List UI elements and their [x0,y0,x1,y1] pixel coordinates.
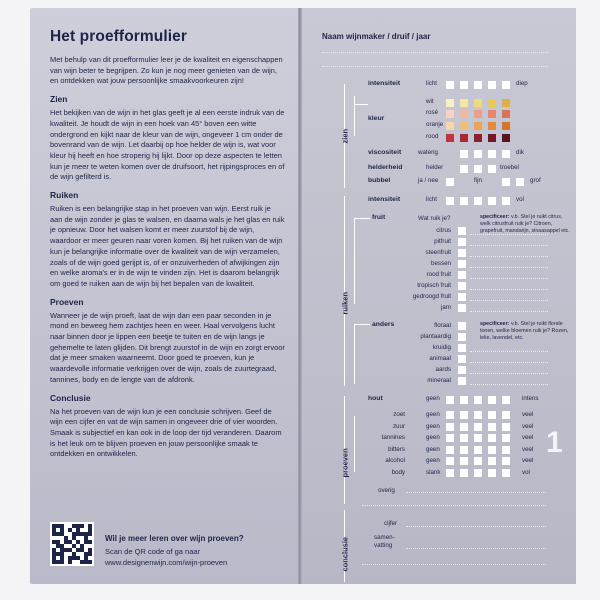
taste-checkbox[interactable] [460,423,468,431]
cijfer-line[interactable] [406,526,546,527]
helderheid-high: troebel [500,164,519,171]
intensity-checkbox[interactable] [488,81,496,89]
fruit-item-line[interactable] [470,256,548,257]
kleur-swatch[interactable] [488,134,496,142]
kleur-swatch[interactable] [488,110,496,118]
taste-row-low: geen [426,445,440,453]
fruit-specify-title: specificeer: [480,214,510,220]
fruit-item-checkbox[interactable] [458,249,466,257]
anders-item-checkbox[interactable] [458,344,466,352]
anders-item-checkbox[interactable] [458,333,466,341]
section-label-proeven: proeven [340,448,350,478]
section-heading-zien: Zien [50,94,68,105]
anders-specify-note [480,321,572,342]
fruit-specify-note [480,214,572,235]
taste-checkbox[interactable] [502,423,510,431]
taste-row-label: tannines [381,434,405,441]
nose-intensity-checkbox[interactable] [446,197,454,205]
kleur-swatch[interactable] [502,99,510,107]
taste-row-label: bitters [388,445,405,453]
anders-item-line[interactable] [470,373,548,374]
nose-intensity-checkbox[interactable] [502,197,510,205]
wine-name-label: Naam wijnmaker / druif / jaar [322,32,431,41]
fruit-item-label: steenfruit [425,249,451,256]
fruit-item-checkbox[interactable] [458,227,466,235]
fruit-item-line[interactable] [470,300,548,301]
kleur-row-label: rood [426,133,439,140]
anders-item-label: aards [435,366,451,373]
fruit-item-line[interactable] [470,289,548,290]
taste-checkbox[interactable] [488,411,496,419]
anders-item-label: floraal [434,322,451,329]
taste-checkbox[interactable] [474,434,482,442]
fruit-connector [354,218,370,219]
taste-row-low: geen [426,422,440,430]
fruit-question: Wat ruik je? [418,215,451,222]
intensity-checkbox[interactable] [446,81,454,89]
fruit-item-line[interactable] [470,234,548,235]
section-label-ruiken: ruiken [340,291,350,315]
taste-row-low: slank [426,468,441,476]
bubbel-label: bubbel [368,177,391,184]
fruit-item-checkbox[interactable] [458,260,466,268]
section-text-conclusie: Na het proeven van de wijn kun je een conclusie schrijven. Geef de wijn een cijfer en vat de wijn samen in ongeveer drie of vier woorden. Smaak is subjectief en kan ook in de loop der tijd veranderen. Daarom is het leuk om te blijven proeven en jouw persoonlijke smaak te ontdekken en ontwikkelen. [50,406,282,459]
samenvatting-label-2: vatting [374,542,393,549]
qr-instruction: Scan de QR code of ga naar [105,547,201,556]
kleur-swatch[interactable] [446,122,454,130]
kleur-row-label: rosé [426,109,439,116]
anders-specify-title: specificeer: [480,321,510,327]
taste-checkbox[interactable] [446,446,454,454]
anders-connector [354,324,370,325]
viscosity-checkbox[interactable] [474,150,482,158]
taste-row-high: vol [522,468,530,476]
overig-line[interactable] [362,505,546,506]
section-label-zien: zien [340,128,350,144]
taste-checkbox[interactable] [488,469,496,477]
intensity-checkbox[interactable] [460,81,468,89]
taste-row-high: veel [522,457,534,464]
overig-label: overig [378,487,395,494]
kleur-swatch[interactable] [474,99,482,107]
fruit-item-line[interactable] [470,311,548,312]
nose-intensity-checkbox[interactable] [460,197,468,205]
intensity-checkbox[interactable] [474,81,482,89]
fruit-item-checkbox[interactable] [458,271,466,279]
viscosity-checkbox[interactable] [488,150,496,158]
kleur-swatch[interactable] [460,99,468,107]
kleur-swatch[interactable] [446,99,454,107]
section-heading-conclusie: Conclusie [50,392,91,403]
anders-connector [354,324,355,384]
proeven-connector [354,416,355,472]
anders-item-line[interactable] [470,384,548,385]
taste-checkbox[interactable] [474,423,482,431]
section-label-conclusie: conclusie [340,536,350,572]
bubbel-low: ja / nee [418,177,439,184]
taste-checkbox[interactable] [460,469,468,477]
fruit-item-label: citrus [436,227,451,234]
taste-checkbox[interactable] [474,446,482,454]
kleur-swatch[interactable] [446,110,454,118]
kleur-swatch[interactable] [488,99,496,107]
bubble-size-checkbox[interactable] [516,178,524,186]
kleur-connector [354,96,355,136]
ruiken-intensiteit-label: intensiteit [368,196,401,203]
anders-item-label: kruidig [432,344,451,351]
taste-row-low: geen [426,411,440,418]
anders-item-label: mineraal [427,377,451,384]
hout-label: hout [368,395,383,402]
tasting-form-page [302,8,576,584]
fruit-item-label: tropisch fruit [417,282,451,289]
hout-low: geen [426,395,440,402]
taste-row-label: zoet [393,411,405,418]
oak-checkbox[interactable] [474,396,482,404]
kleur-swatch[interactable] [446,134,454,142]
taste-checkbox[interactable] [502,434,510,442]
taste-checkbox[interactable] [460,411,468,419]
fruit-specify-text: v.b. Stel je ruikt citrus, welk citrusfruit ruik je? Citroen, grapefruit, mandarijn, sinaasappel etc. [480,214,570,234]
taste-checkbox[interactable] [474,457,482,465]
taste-row-label: zuur [392,422,405,430]
taste-checkbox[interactable] [502,469,510,477]
taste-checkbox[interactable] [446,434,454,442]
wine-name-line[interactable] [322,66,548,67]
taste-checkbox[interactable] [488,434,496,442]
oak-checkbox[interactable] [446,396,454,404]
bubbel-high: grof [530,177,541,184]
section-heading-ruiken: Ruiken [50,190,79,201]
section-text-proeven: Wanneer je de wijn proeft, laat de wijn dan een paar seconden in je mond en beweeg hem zachtjes heen en weer. Haal vervolgens lucht naar binnen door je lippen een beetje te tuiten en de wijn langs je gehemelte te laten glijden. Dit brengt zuurstof in de wijn en zorgt ervoor dat je meer smaken waarneemt. Door goed te proeven, kun je waardevolle informatie verkrijgen over de wijn, zoals de zuurtegraad, tannines, body en de lengte van de afdronk. [50,310,285,384]
page-title: Het proefformulier [50,28,188,45]
taste-checkbox[interactable] [488,423,496,431]
nose-intensity-checkbox[interactable] [474,197,482,205]
kleur-swatch[interactable] [474,122,482,130]
kleur-swatch[interactable] [488,122,496,130]
taste-row-low: geen [426,434,440,441]
bubbel-mid: fijn [474,177,482,184]
qr-link[interactable]: www.designenwijn.com/wijn-proeven [105,558,228,567]
oak-checkbox[interactable] [502,396,510,404]
fruit-item-label: jam [441,304,451,311]
samenvatting-line[interactable] [362,564,546,565]
page-number: 1 [546,426,563,459]
taste-checkbox[interactable] [502,446,510,454]
zien-intensiteit-label: intensiteit [368,80,401,87]
taste-checkbox[interactable] [460,434,468,442]
anders-item-checkbox[interactable] [458,355,466,363]
clarity-checkbox[interactable] [474,165,482,173]
taste-checkbox[interactable] [502,457,510,465]
kleur-swatch[interactable] [502,122,510,130]
overig-line[interactable] [406,492,546,493]
viscosity-checkbox[interactable] [502,150,510,158]
taste-row-low: geen [426,457,440,464]
qr-module [88,560,92,564]
anders-item-checkbox[interactable] [458,377,466,385]
section-heading-proeven: Proeven [50,296,84,307]
section-text-zien: Het bekijken van de wijn in het glas geeft je al een eerste indruk van de kwaliteit. Je houdt de wijn in een hoek van 45° boven een witte ondergrond en kijkt naar de kleur van de wijn, ongeveer 1 cm onder de bovenrand van de wijn. Let daarbij op hoe helder de wijn is, wat voor kleur hij heeft en hoe stroperig hij lijkt. Door op deze aspecten te letten kun je meer te weten komen over de druifsoort, het rijpingsproces en of de wijn gefilterd is. [50,108,285,182]
samenvatting-label-1: samen- [374,534,395,541]
instruction-page [30,8,299,584]
taste-row-label: body [391,468,405,476]
fruit-connector [354,218,355,304]
taste-row-high: veel [522,445,534,453]
samenvatting-line[interactable] [406,548,546,549]
anders-specify-text: v.b. Stel je ruikt florale tonen, welke bloemen ruik je? Rozen, lelie, lavendel, etc. [480,321,569,341]
fruit-label: fruit [372,214,386,221]
zien-intensiteit-low: licht [426,80,438,87]
taste-checkbox[interactable] [488,446,496,454]
oak-checkbox[interactable] [488,396,496,404]
clarity-checkbox[interactable] [460,165,468,173]
nose-intensity-checkbox[interactable] [488,197,496,205]
fruit-item-line[interactable] [470,278,548,279]
fruit-item-label: pitfruit [434,238,451,245]
tasting-form-sheet [30,8,576,584]
bubble-checkbox[interactable] [446,178,454,186]
viscosity-checkbox[interactable] [460,150,468,158]
taste-checkbox[interactable] [446,411,454,419]
taste-checkbox[interactable] [474,469,482,477]
helderheid-low: helder [426,164,444,171]
anders-item-line[interactable] [470,351,548,352]
cijfer-label: cijfer [384,520,398,527]
taste-checkbox[interactable] [446,423,454,431]
kleur-swatch[interactable] [474,134,482,142]
ruiken-intensiteit-low: licht [426,196,438,203]
anders-item-checkbox[interactable] [458,366,466,374]
kleur-swatch[interactable] [502,134,510,142]
kleur-row-label: wit [426,98,434,105]
fruit-item-label: rood fruit [426,271,451,278]
intensity-checkbox[interactable] [502,81,510,89]
bubble-size-checkbox[interactable] [502,178,510,186]
clarity-checkbox[interactable] [488,165,496,173]
wine-name-line[interactable] [322,52,548,53]
taste-row-high: veel [522,411,534,418]
anders-label: anders [372,321,395,328]
fruit-item-checkbox[interactable] [458,282,466,290]
anders-item-label: plantaardig [420,333,451,340]
taste-row-high: veel [522,422,534,430]
fruit-item-label: gedroogd fruit [412,293,451,300]
taste-checkbox[interactable] [460,446,468,454]
section-text-ruiken: Ruiken is een belangrijke stap in het proeven van wijn. Eerst ruik je aan de wijn zonder je glas te walsen, en daarna wals je het glas en ruik je opnieuw. Door het walsen komt er meer zuurstof bij de wijn, waardoor er meer geuren naar voren komen. Bij het ruiken van de wijn kun je belangrijke informatie over de kwaliteit van de wijn verzamelen, zoals of de wijn goed gerijpt is, of er onzuiverheden of afwijkingen zijn en welke aroma's er in de wijn te vinden zijn. Het is daarom belangrijk om goed te ruiken aan de wijn bij het bepalen van de kwaliteit. [50,204,285,288]
kleur-row-label: oranje [426,121,444,128]
taste-checkbox[interactable] [446,469,454,477]
kleur-swatch[interactable] [460,110,468,118]
fruit-item-line[interactable] [470,245,548,246]
viscositeit-label: viscositeit [368,149,402,156]
hout-high: intens [522,395,539,402]
fruit-item-label: bessen [431,260,451,267]
taste-row-label: alcohol [385,457,405,464]
taste-row-high: veel [522,434,534,441]
helderheid-label: helderheid [368,164,403,171]
viscositeit-low: waterig [418,149,438,156]
kleur-connector [354,104,368,105]
qr-heading: Wil je meer leren over wijn proeven? [105,534,244,543]
kleur-swatch[interactable] [474,110,482,118]
kleur-swatch[interactable] [502,110,510,118]
fruit-item-checkbox[interactable] [458,293,466,301]
fruit-item-line[interactable] [470,267,548,268]
kleur-swatch[interactable] [460,122,468,130]
anders-item-label: animaal [429,355,451,362]
anders-item-checkbox[interactable] [458,322,466,330]
taste-checkbox[interactable] [474,411,482,419]
kleur-label: kleur [368,115,385,122]
viscositeit-high: dik [516,149,524,156]
oak-checkbox[interactable] [460,396,468,404]
taste-checkbox[interactable] [502,411,510,419]
intro-text: Met behulp van dit proefformulier leer je de kwaliteit en eigenschappen van wijn beter te begrijpen. Zo kun je nog meer genieten van de wijn, en ontdekken wat jouw persoonlijke smaakvoorkeuren zijn! [50,55,283,86]
taste-checkbox[interactable] [488,457,496,465]
fruit-item-checkbox[interactable] [458,304,466,312]
anders-item-line[interactable] [470,362,548,363]
qr-code[interactable] [50,522,94,566]
kleur-swatch[interactable] [460,134,468,142]
fruit-item-checkbox[interactable] [458,238,466,246]
taste-checkbox[interactable] [446,457,454,465]
taste-checkbox[interactable] [460,457,468,465]
ruiken-intensiteit-high: vol [516,196,524,203]
zien-intensiteit-high: diep [516,80,528,87]
